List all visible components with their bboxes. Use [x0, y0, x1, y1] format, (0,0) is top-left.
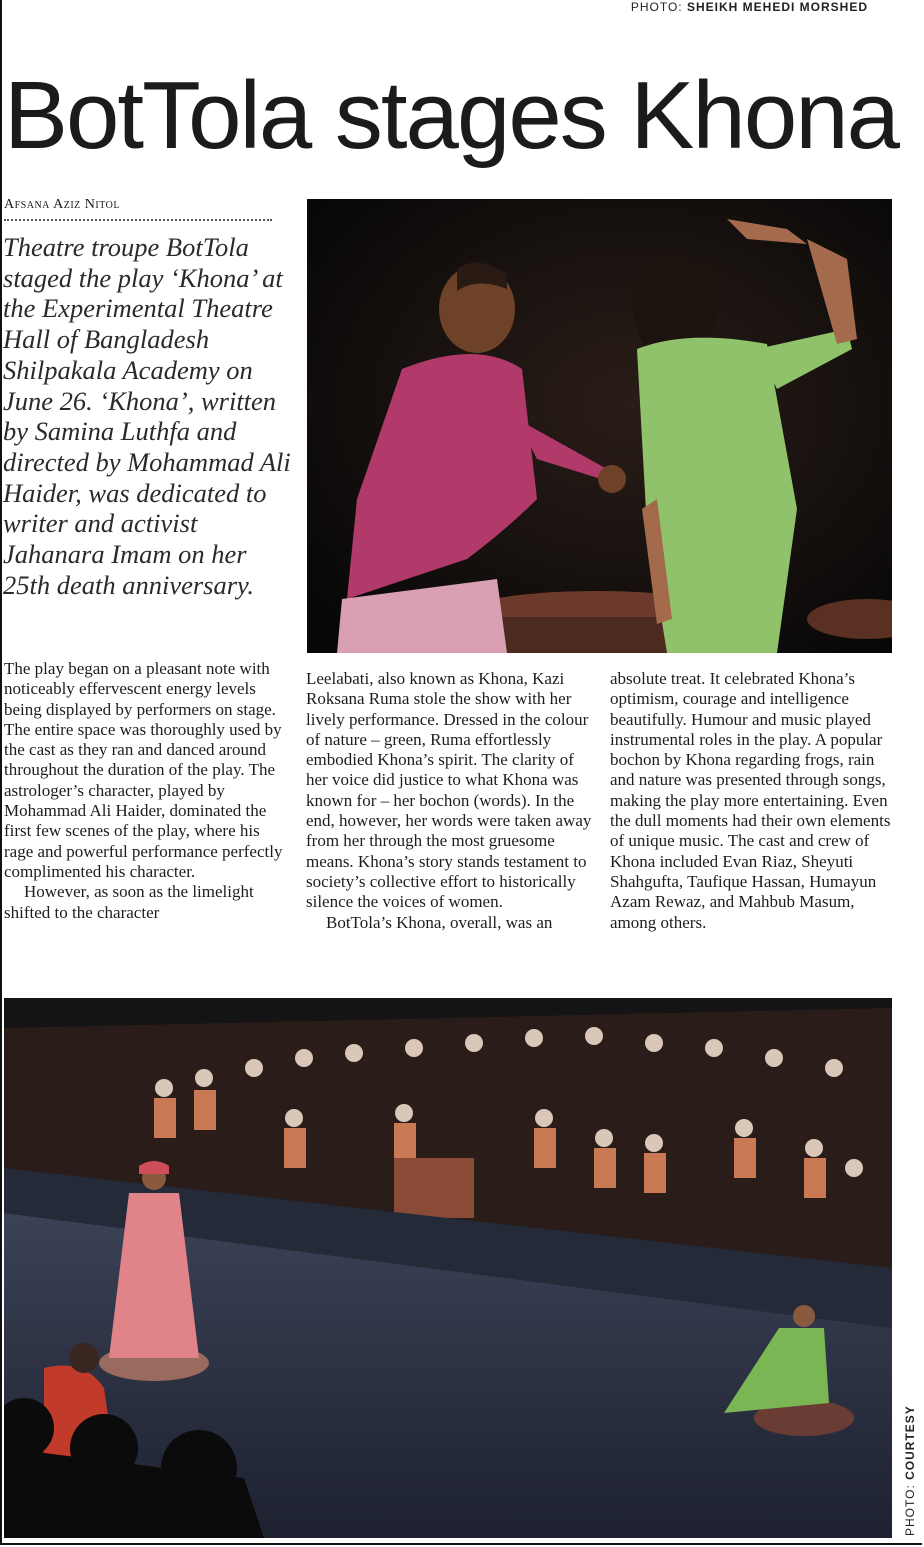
body-paragraph: The play began on a pleasant note with noticeably effervescent energy levels being displayed by performers on stage. The entire space was thoroughly used by the cast as they ran and danced around throughout the duration of the play. The astrologer’s character, played by Mohammad Ali Haider, dominated the first few scenes of the play, where his rage and powerful performance perfectly complimented his character.	[4, 659, 283, 881]
body-paragraph: BotTola’s Khona, overall, was an	[326, 912, 553, 932]
side-photo-credit: PHOTO: COURTESY	[903, 1405, 917, 1536]
photo-stage-and-audience	[4, 998, 892, 1538]
body-paragraph: absolute treat. It celebrated Khona’s optimism, courage and intelligence beautifully. Humour and music played instrumental roles in the play. A popular bochon by Khona regarding frogs, rain and nature was presented through songs, making the play more entertaining. Even the dull moments had their own elements of unique music. The cast and crew of Khona included Evan Riaz, Sheyuti Shahgufta, Taufique Hassan, Humayun Azam Rewaz, and Mahbub Masum, among others.	[610, 669, 891, 932]
body-column-3	[610, 669, 900, 933]
top-photo-credit: PHOTO: SHEIKH MEHEDI MORSHED	[630, 0, 868, 14]
standfirst: Theatre troupe BotTola staged the play ‘Khona’ at the Experimental Theatre Hall of Bangladesh Shilpakala Academy on June 26. ‘Khona’, written by Samina Luthfa and directed by Mohammad Ali Haider, was dedicated to writer and activist Jahanara Imam on her 25th death anniversary.	[3, 232, 291, 600]
body-column-2	[306, 669, 596, 933]
photo-actors-on-stage	[307, 199, 892, 653]
headline: BotTola stages Khona	[4, 62, 898, 169]
body-paragraph: However, as soon as the limelight shifted to the character	[4, 882, 254, 922]
byline: Afsana Aziz Nitol	[4, 197, 272, 221]
body-paragraph: Leelabati, also known as Khona, Kazi Roksana Ruma stole the show with her lively performance. Dressed in the colour of nature – green, Ruma effortlessly embodied Khona’s spirit. The clarity of her voice did justice to what Khona was known for – her bochon (words). In the end, however, her words were taken away from her through the most gruesome means. Khona’s story stands testament to society’s collective effort to historically silence the voices of women.	[306, 669, 592, 912]
body-column-1	[4, 659, 289, 923]
